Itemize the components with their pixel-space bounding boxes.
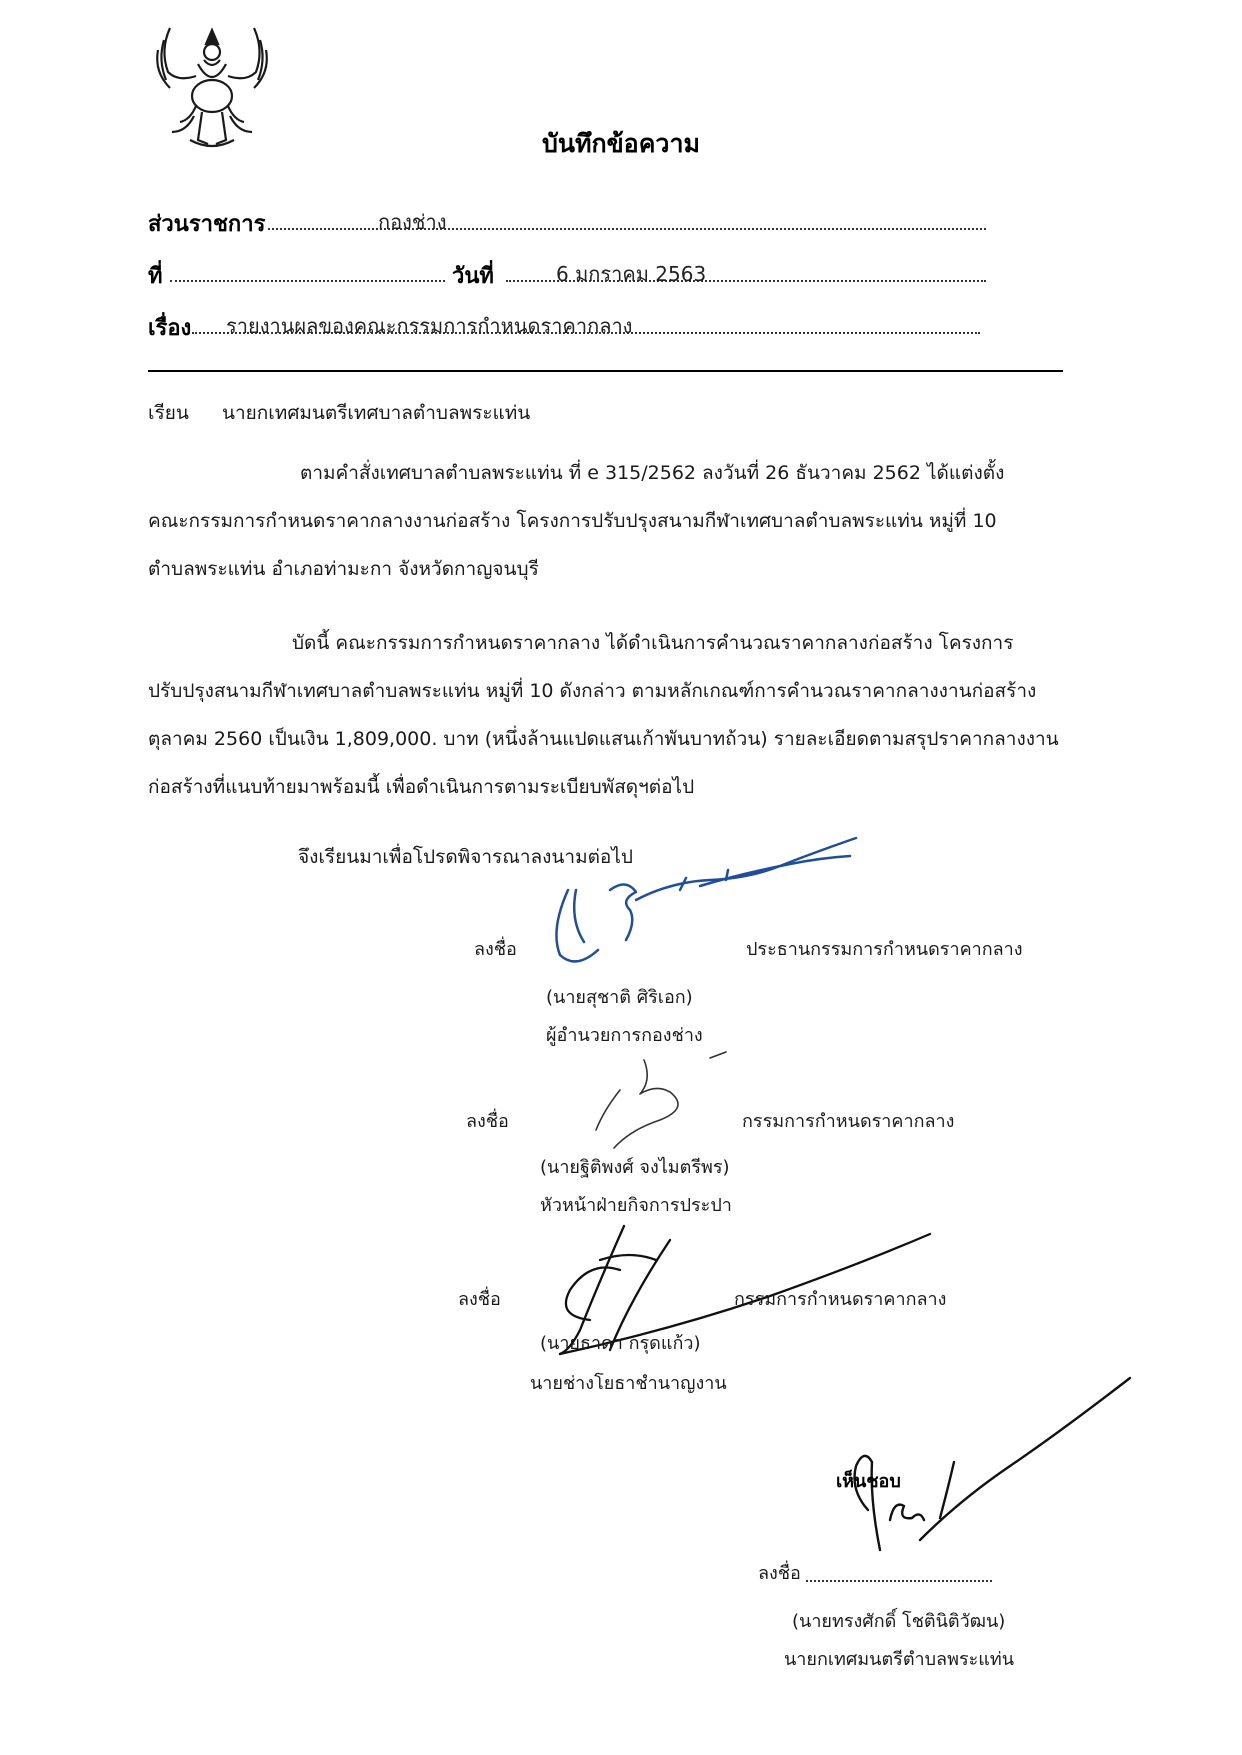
paragraph2-line4: ก่อสร้างที่แนบท้ายมาพร้อมนี้ เพื่อดำเนินการตามระเบียบพัสดุฯต่อไป: [148, 776, 695, 798]
salutation-label: เรียน: [148, 402, 189, 424]
memo-title: บันทึกข้อความ: [542, 129, 700, 158]
paragraph1-line3: ตำบลพระแท่น อำเภอท่ามะกา จังหวัดกาญจนบุรี: [148, 558, 539, 580]
approval-position: นายกเทศมนตรีตำบลพระแท่น: [784, 1649, 1015, 1670]
paragraph1-line2: คณะกรรมการกำหนดราคากลางงานก่อสร้าง โครงการปรับปรุงสนามกีฬาเทศบาลตำบลพระแท่น หมู่ที่ 10: [148, 510, 997, 532]
ref-label: ที่: [148, 264, 163, 289]
approval-name: (นายทรงศักดิ์ โชตินิติวัฒน): [792, 1611, 1006, 1632]
paragraph2-line2: ปรับปรุงสนามกีฬาเทศบาลตำบลพระแท่น หมู่ที่ 10 ดังกล่าว ตามหลักเกณฑ์การคำนวณราคากลางงานก่อสร้าง: [148, 680, 1037, 702]
signature-2-name: (นายฐิติพงศ์ จงไมตรีพร): [540, 1157, 730, 1178]
header-divider: [148, 370, 1063, 372]
signature-2-position: หัวหน้าฝ่ายกิจการประปา: [540, 1195, 732, 1216]
department-label: ส่วนราชการ: [148, 212, 266, 237]
signature-1-role: ประธานกรรมการกำหนดราคากลาง: [746, 939, 1023, 960]
paragraph2-line3: ตุลาคม 2560 เป็นเงิน 1,809,000. บาท (หนึ่งล้านแปดแสนเก้าพันบาทถ้วน) รายละเอียดตามสรุปราคากลางงาน: [148, 728, 1059, 750]
subject-value: รายงานผลของคณะกรรมการกำหนดราคากลาง: [226, 314, 633, 338]
department-value: กองช่าง: [378, 210, 447, 234]
approval-label: เห็นชอบ: [836, 1471, 901, 1492]
date-value: 6 มกราคม 2563: [556, 262, 707, 286]
signature-1-name: (นายสุชาติ ศิริเอก): [546, 987, 693, 1008]
department-dotted-line: [268, 228, 986, 230]
subject-label: เรื่อง: [148, 316, 192, 341]
salutation-recipient: นายกเทศมนตรีเทศบาลตำบลพระแท่น: [222, 402, 531, 424]
signature-3-sign-label: ลงชื่อ: [458, 1289, 501, 1310]
paragraph1-line1: ตามคำสั่งเทศบาลตำบลพระแท่น ที่ e 315/2562 ลงวันที่ 26 ธันวาคม 2562 ได้แต่งตั้ง: [300, 462, 1005, 484]
signature-2-sign-label: ลงชื่อ: [466, 1111, 509, 1132]
signature-3-position: นายช่างโยธาชำนาญงาน: [530, 1373, 727, 1394]
ref-dotted-line: [170, 280, 445, 282]
date-label: วันที่: [452, 264, 494, 289]
signature-1-position: ผู้อำนวยการกองช่าง: [546, 1025, 703, 1046]
closing-line: จึงเรียนมาเพื่อโปรดพิจารณาลงนามต่อไป: [298, 846, 633, 868]
signature-1-sign-label: ลงชื่อ: [474, 939, 517, 960]
signature-2-role: กรรมการกำหนดราคากลาง: [742, 1111, 955, 1132]
approval-sign-label: ลงชื่อ: [758, 1563, 801, 1584]
approval-dotted-line: [806, 1580, 992, 1582]
signature-3-name: (นายธาดา กรุดแก้ว): [540, 1333, 701, 1354]
signature-3-role: กรรมการกำหนดราคากลาง: [734, 1289, 947, 1310]
paragraph2-line1: บัดนี้ คณะกรรมการกำหนดราคากลาง ได้ดำเนินการคำนวณราคากลางก่อสร้าง โครงการ: [292, 632, 1014, 654]
